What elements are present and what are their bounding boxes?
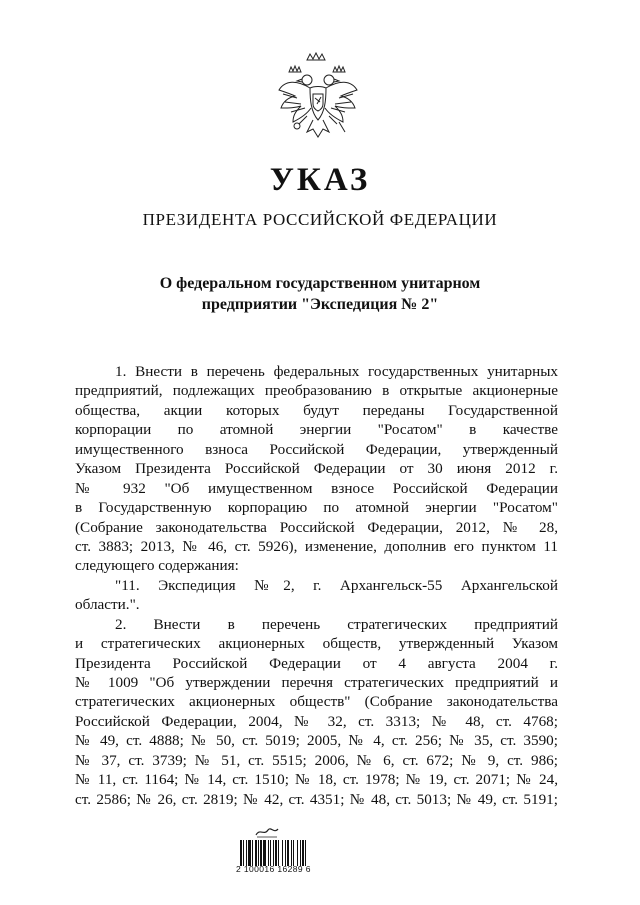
paragraph-line: № 932 "Об имущественном взносе Российской Федерации	[75, 479, 558, 497]
paragraph-line: ст. 3883; 2013, № 46, ст. 5926), изменение, дополнив его пунктом 11	[75, 537, 558, 555]
decree-body	[75, 362, 558, 809]
paragraph-line: № 49, ст. 4888; № 50, ст. 5019; 2005, № 4, ст. 256; № 35, ст. 3590;	[75, 732, 558, 750]
paragraph-line: "11. Экспедиция №2, г. Архангельск-55 Архангельской	[115, 576, 558, 594]
coat-of-arms-icon	[277, 50, 359, 146]
subject-line: предприятии "Экспедиция № 2"	[201, 296, 439, 313]
paragraph-line: № 1009 "Об утверждении перечня стратегических предприятий и	[75, 674, 558, 691]
decree-title: УКАЗ	[269, 162, 371, 198]
paragraph-line: области.".	[75, 596, 140, 614]
paragraph-line: 1. Внести в перечень федеральных государственных унитарных	[115, 363, 558, 380]
barcode-number: 2 100016 16289 6	[236, 864, 311, 874]
paragraph-line: Президента Российской Федерации от 4 августа 2004 г.	[75, 654, 558, 672]
paragraph-line: корпорации по атомной энергии "Росатом" в качестве	[75, 421, 558, 439]
decree-subject	[0, 273, 640, 315]
paragraph-line: Указом Президента Российской Федерации от 30 июня 2012 г.	[75, 460, 558, 478]
paragraph-line: (Собрание законодательства Российской Федерации, 2012, № 28,	[75, 518, 558, 536]
paragraph-line: ст. 2586; № 26, ст. 2819; № 42, ст. 4351; № 48, ст. 5013; № 49, ст. 5191;	[75, 790, 558, 808]
paragraph-line: № 37, ст. 3739; № 51, ст. 5515; 2006, № 6, ст. 672; № 9, ст. 986;	[75, 751, 558, 769]
stamp-icon	[254, 826, 280, 838]
paragraph-line: и стратегических акционерных обществ, утвержденный Указом	[75, 635, 558, 653]
paragraph-line: Российской Федерации, 2004, № 32, ст. 3313; № 48, ст. 4768;	[75, 712, 558, 730]
paragraph-line: в Государственную корпорацию по атомной энергии "Росатом"	[75, 499, 558, 517]
issuing-authority: ПРЕЗИДЕНТА РОССИЙСКОЙ ФЕДЕРАЦИИ	[142, 210, 498, 229]
barcode-block	[236, 826, 336, 882]
paragraph-line: предприятий, подлежащих преобразованию в открытые акционерные	[75, 382, 558, 400]
paragraph-line: стратегических акционерных обществ" (Собрание законодательства	[75, 693, 558, 711]
paragraph-line: имущественного взноса Российской Федерации, утвержденный	[75, 440, 558, 458]
paragraph-line: общества, акции которых будут переданы Государственной	[75, 401, 558, 419]
barcode-icon	[240, 840, 328, 866]
paragraph-line: следующего содержания:	[75, 557, 239, 575]
paragraph-line: № 11, ст. 1164; № 14, ст. 1510; № 18, ст. 1978; № 19, ст. 2071; № 24,	[75, 771, 558, 789]
paragraph-line: 2. Внести в перечень стратегических предприятий	[115, 615, 558, 633]
subject-line: О федеральном государственном унитарном	[159, 275, 481, 292]
